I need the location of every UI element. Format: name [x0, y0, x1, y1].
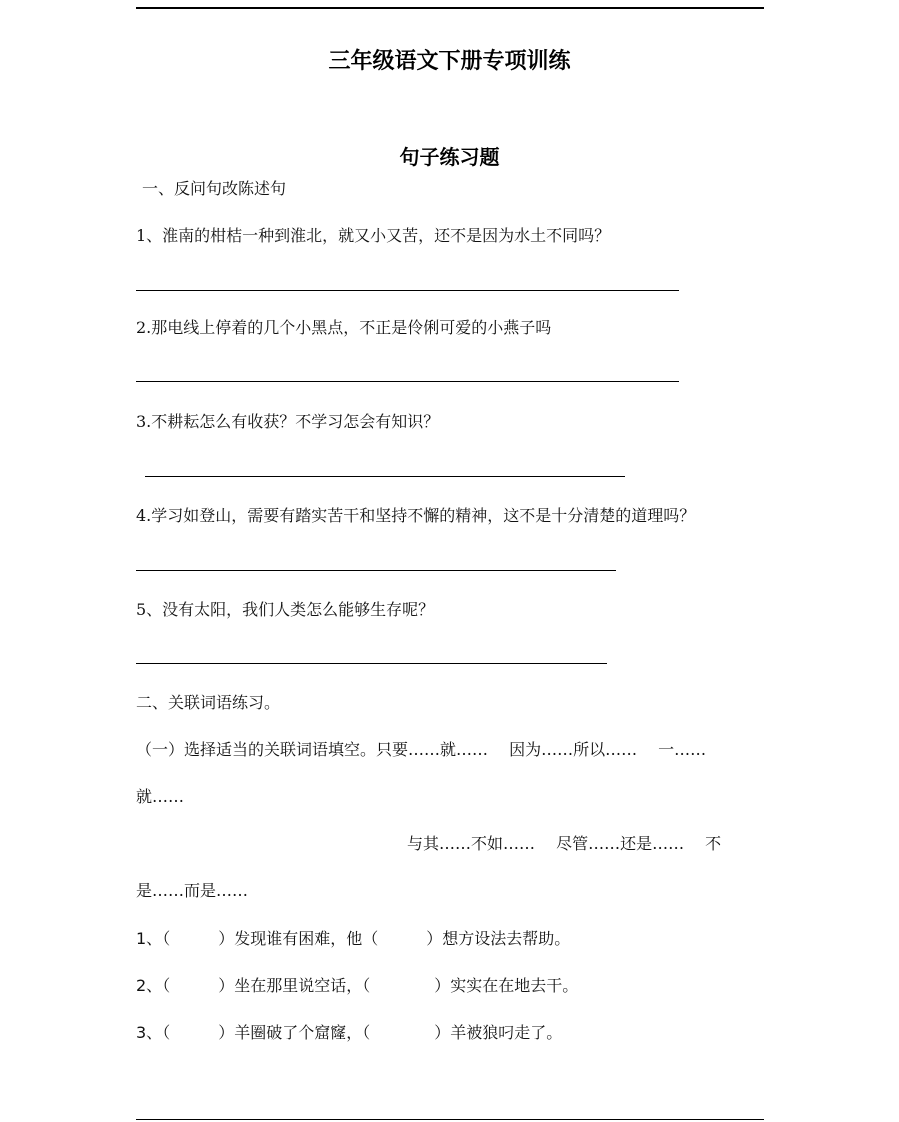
fill-item-text: （ ）发现谁有困难，他（ ）想方设法去帮助。 [162, 929, 571, 948]
section2-heading: 二、关联词语练习。 [136, 693, 281, 712]
instruction-line-2: 就…… [136, 787, 185, 806]
instruction-line-3: 与其……不如…… 尽管……还是…… 不 [407, 834, 722, 853]
fill-item-text: （ ）羊圈破了个窟窿，（ ）羊被狼叼走了。 [162, 1023, 563, 1042]
answer-line-2[interactable] [136, 381, 679, 382]
fill-item-2 [136, 976, 578, 996]
question-4: 4.学习如登山，需要有踏实苦干和坚持不懈的精神，这不是十分清楚的道理吗？ [136, 506, 696, 525]
page-subtitle: 句子练习题 [399, 145, 500, 169]
question-1: 1、淮南的柑桔一种到淮北，就又小又苦，还不是因为水土不同吗？ [136, 226, 611, 245]
bottom-rule [136, 1119, 764, 1120]
fill-item-1 [136, 929, 570, 949]
fill-item-number: 2、 [136, 976, 163, 995]
fill-item-number: 3、 [136, 1023, 163, 1042]
question-3: 3.不耕耘怎么有收获？不学习怎会有知识？ [136, 412, 440, 431]
section1-heading: 一、反问句改陈述句 [142, 179, 287, 198]
top-rule [136, 7, 764, 9]
answer-line-4[interactable] [136, 570, 616, 571]
answer-line-5[interactable] [136, 663, 607, 664]
fill-item-text: （ ）坐在那里说空话，（ ）实实在在地去干。 [162, 976, 579, 995]
fill-item-3 [136, 1023, 562, 1043]
fill-item-number: 1、 [136, 929, 163, 948]
question-2: 2.那电线上停着的几个小黑点，不正是伶俐可爱的小燕子吗 [136, 318, 552, 337]
instruction-line-4: 是……而是…… [136, 881, 249, 900]
answer-line-3[interactable] [145, 476, 625, 477]
instruction-line-1: （一）选择适当的关联词语填空。只要……就…… 因为……所以…… 一…… [136, 740, 707, 759]
answer-line-1[interactable] [136, 290, 679, 291]
question-5: 5、没有太阳，我们人类怎么能够生存呢？ [136, 600, 435, 619]
page-title: 三年级语文下册专项训练 [328, 49, 571, 74]
